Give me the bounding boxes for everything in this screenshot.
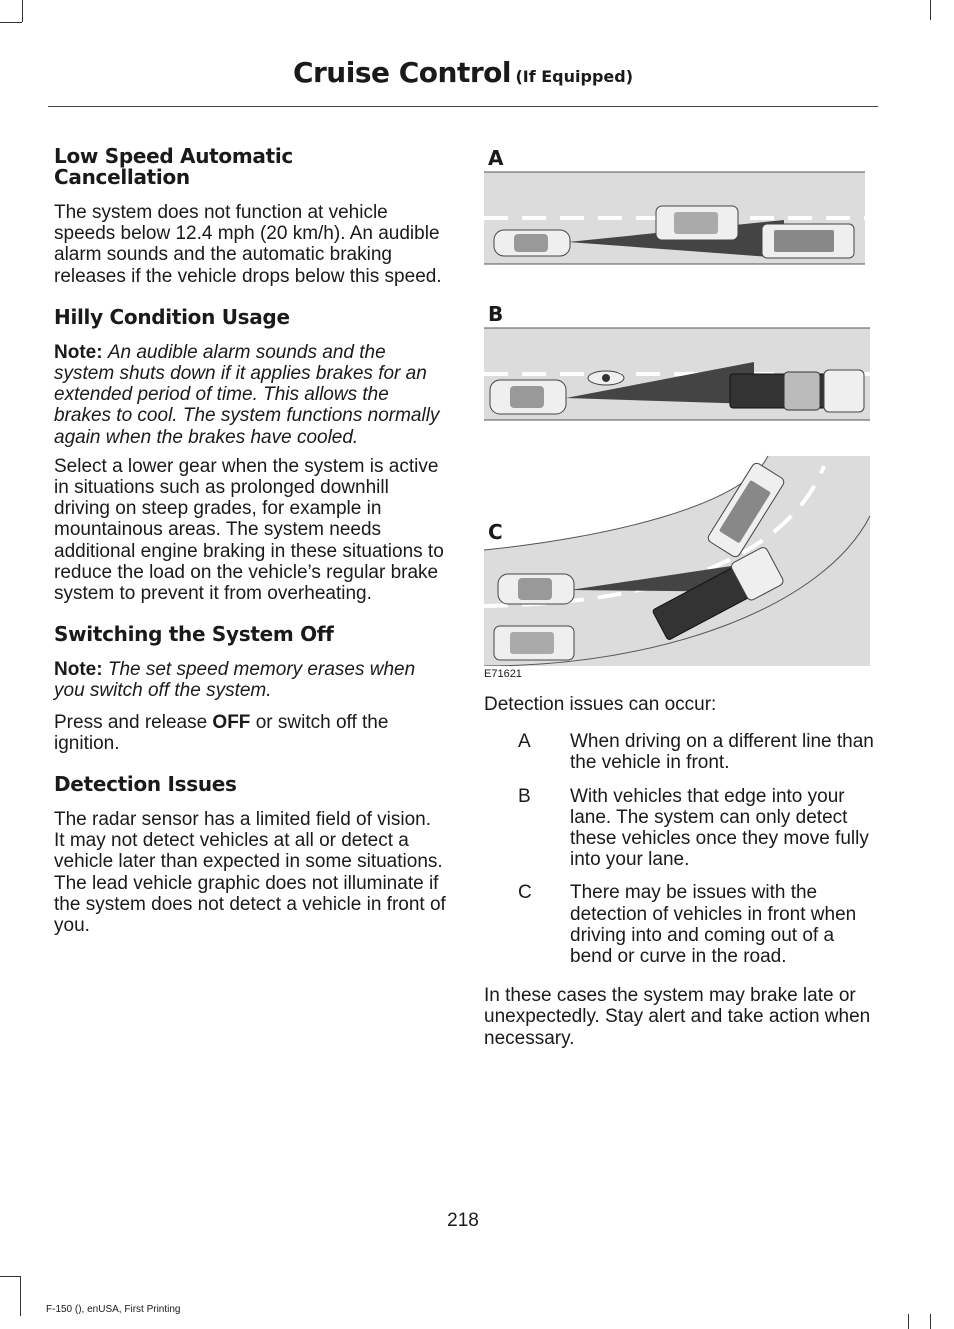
car-icon: [490, 380, 566, 414]
crop-mark: [930, 1314, 931, 1329]
header-divider: [48, 106, 878, 107]
car-icon: [498, 574, 574, 604]
off-button-label: OFF: [212, 711, 251, 733]
page-title: Cruise Control: [292, 56, 511, 89]
list-letter: B: [518, 785, 531, 807]
car-icon: [494, 230, 570, 256]
figure-label-b: B: [488, 302, 504, 326]
crop-mark: [22, 0, 23, 22]
paragraph-detection: The radar sensor has a limited field of vision. It may not detect vehicles at all or detect a vehicle later than expected in some situations. The lead vehicle graphic does not illuminate if the system does not detect a vehicle in front of you.: [54, 809, 446, 937]
list-item: [484, 786, 876, 871]
page-subtitle: (If Equipped): [515, 67, 634, 86]
heading-detection: Detection Issues: [54, 772, 237, 797]
truck-icon: [730, 370, 864, 412]
heading-low-speed: Low Speed Automatic Cancellation: [54, 144, 293, 189]
list-text: There may be issues with the detection of vehicles in front when driving into and coming out of a bend or curve in the road.: [570, 882, 857, 968]
figure-label-a: A: [488, 146, 504, 170]
heading-hilly: Hilly Condition Usage: [54, 304, 290, 329]
note-label: Note:: [54, 341, 103, 363]
scene-a: [484, 172, 865, 264]
right-column: [484, 146, 876, 1065]
detection-figure: [484, 146, 874, 686]
list-text: When driving on a different line than the vehicle in front.: [570, 731, 874, 774]
note-text: The set speed memory erases when you switch off the system.: [54, 659, 416, 702]
motorcycle-icon: [588, 371, 624, 385]
page-header: [0, 56, 926, 89]
scene-b: [484, 328, 870, 420]
figure-code: E71621: [484, 668, 522, 680]
detection-illustration: [484, 146, 874, 666]
crop-mark: [0, 1276, 20, 1277]
figure-label-c: C: [488, 520, 503, 544]
list-item: [484, 731, 876, 773]
closing-paragraph: In these cases the system may brake late or unexpectedly. Stay alert and take action when necessary.: [484, 985, 871, 1049]
list-item: [484, 882, 876, 967]
left-column: [54, 146, 446, 952]
note-text: An audible alarm sounds and the system shuts down if it applies brakes for an extended period of time. This allows the brakes to cool. The system functions normally again when the brakes have cooled.: [54, 341, 440, 448]
van-icon: [762, 224, 854, 258]
press-prefix: Press and release: [54, 711, 213, 733]
crop-mark: [20, 1276, 21, 1316]
note-hilly: [54, 342, 446, 448]
crop-mark: [930, 0, 931, 20]
scene-c: [484, 456, 870, 666]
list-letter: A: [518, 731, 531, 753]
heading-switch-off: Switching the System Off: [54, 622, 334, 647]
paragraph-hilly: Select a lower gear when the system is active in situations such as prolonged downhill driving on steep grades, for example in mountainous areas. The system needs additional engine braking in these situations to reduce the load on the vehicle’s regular brake system to prevent it from overheating.: [54, 455, 444, 605]
detection-intro: Detection issues can occur:: [484, 694, 717, 715]
suv-icon: [656, 206, 738, 240]
footer-text: F-150 (), enUSA, First Printing: [46, 1304, 181, 1315]
list-letter: C: [518, 882, 532, 904]
paragraph-low-speed: The system does not function at vehicle speeds below 12.4 mph (20 km/h). An audible alarm sounds and the automatic braking releases if the vehicle drops below this speed.: [54, 202, 442, 287]
note-switch-off: [54, 659, 446, 701]
press-suffix: or switch off the ignition.: [54, 711, 389, 754]
note-label: Note:: [54, 659, 103, 681]
crop-mark: [908, 1314, 909, 1329]
crop-mark: [0, 22, 22, 23]
paragraph-switch-off: [54, 712, 446, 754]
page-number: 218: [447, 1210, 479, 1231]
list-text: With vehicles that edge into your lane. The system can only detect these vehicles once they move fully into your lane.: [570, 785, 869, 871]
suv-icon: [494, 626, 574, 660]
